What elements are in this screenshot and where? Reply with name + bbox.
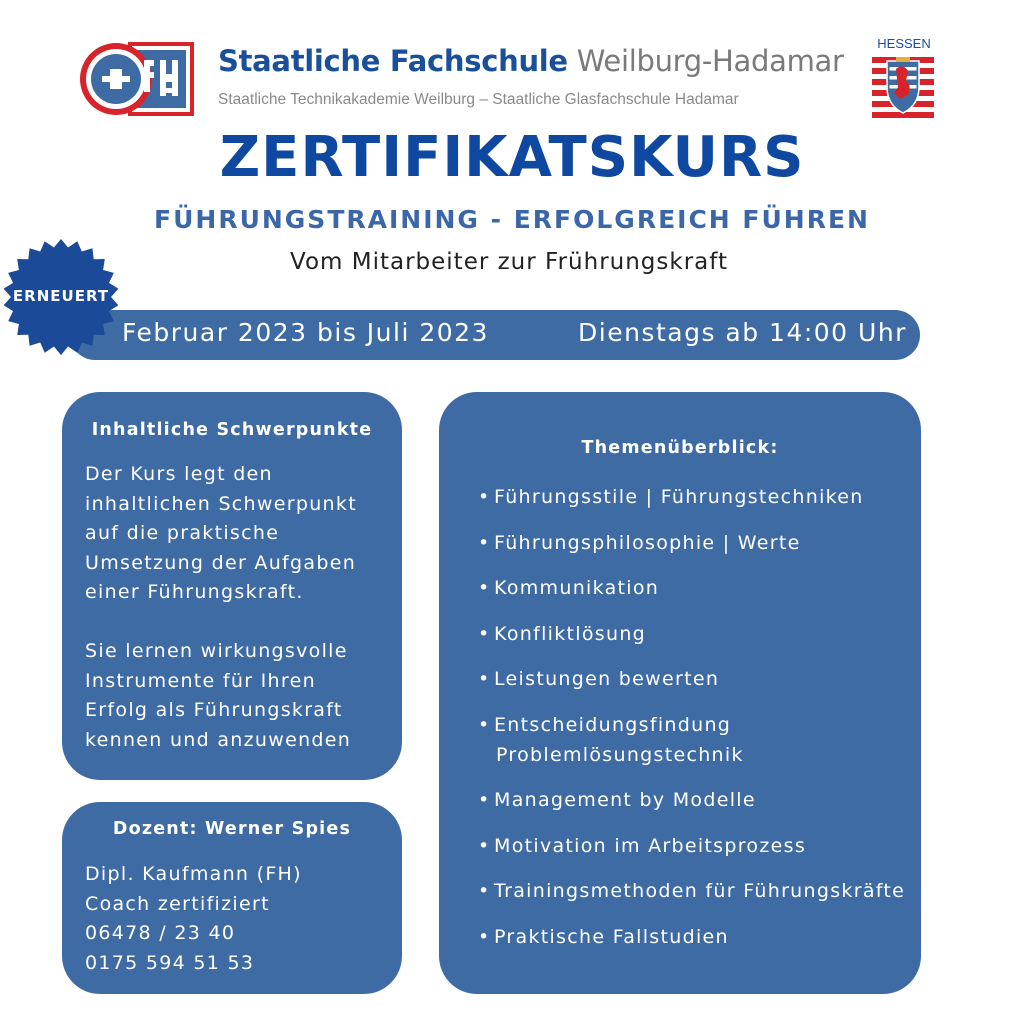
content-focus-line: Umsetzung der Aufgaben xyxy=(85,551,357,574)
page-title: ZERTIFIKATSKURS xyxy=(219,125,805,190)
content-focus-line: Sie lernen wirkungsvolle xyxy=(85,640,348,662)
lecturer-heading: Dozent: Werner Spies xyxy=(112,819,352,839)
hessen-crest-icon xyxy=(872,55,934,119)
lecturer-degree: Dipl. Kaufmann (FH) xyxy=(85,863,302,885)
hessen-label: HESSEN xyxy=(877,36,931,51)
school-name xyxy=(218,44,844,78)
topics-heading: Themenüberblick: xyxy=(581,438,779,458)
content-focus-spacer xyxy=(85,608,357,638)
lecturer-certification: Coach zertifiziert xyxy=(85,892,270,915)
content-focus-line: auf die praktische xyxy=(85,522,280,544)
list-item: • Management by Modelle xyxy=(478,789,756,811)
lecturer-mobile[interactable]: 0175 594 51 53 xyxy=(85,951,255,974)
course-tagline: Vom Mitarbeiter zur Frührungskraft xyxy=(290,249,728,275)
list-item: • Trainingsmethoden für Führungskräfte xyxy=(478,880,906,902)
lecturer-phone[interactable]: 06478 / 23 40 xyxy=(85,922,236,944)
course-subtitle: FÜHRUNGSTRAINING - ERFOLGREICH FÜHREN xyxy=(154,205,870,234)
lecturer-details xyxy=(85,860,302,978)
school-subtitle: Staatliche Technikakademie Weilburg – Staatliche Glasfachschule Hadamar xyxy=(218,91,739,108)
content-focus-line: Instrumente für Ihren xyxy=(85,669,316,692)
topics-list xyxy=(478,482,905,967)
list-item: • Praktische Fallstudien xyxy=(478,925,729,948)
content-focus-line: Der Kurs legt den xyxy=(85,463,273,485)
course-period: Februar 2023 bis Juli 2023 xyxy=(122,318,489,347)
content-focus-heading: Inhaltliche Schwerpunkte xyxy=(91,420,373,440)
list-item: • Führungsstile | Führungstechniken xyxy=(478,486,864,508)
list-item: • Konfliktlösung xyxy=(478,622,647,645)
list-item: • Führungsphilosophie | Werte xyxy=(478,531,801,554)
list-item: • Entscheidungsfindung Problemlösungstechnik xyxy=(478,713,744,766)
school-logo-icon xyxy=(80,40,196,118)
list-item: • Motivation im Arbeitsprozess xyxy=(478,834,807,857)
school-name-light: Weilburg-Hadamar xyxy=(576,44,844,78)
content-focus-line: inhaltlichen Schwerpunkt xyxy=(85,492,357,515)
list-item: • Leistungen bewerten xyxy=(478,668,720,690)
school-name-bold: Staatliche Fachschule xyxy=(218,44,568,78)
renewed-badge: ERNEUERT xyxy=(12,287,110,305)
list-item: • Kommunikation xyxy=(478,577,660,599)
content-focus-line: kennen und anzuwenden xyxy=(85,728,352,751)
content-focus-line: Erfolg als Führungskraft xyxy=(85,699,343,721)
content-focus-text xyxy=(85,460,357,755)
content-focus-line: einer Führungskraft. xyxy=(85,581,304,603)
course-time: Dienstags ab 14:00 Uhr xyxy=(578,318,907,347)
